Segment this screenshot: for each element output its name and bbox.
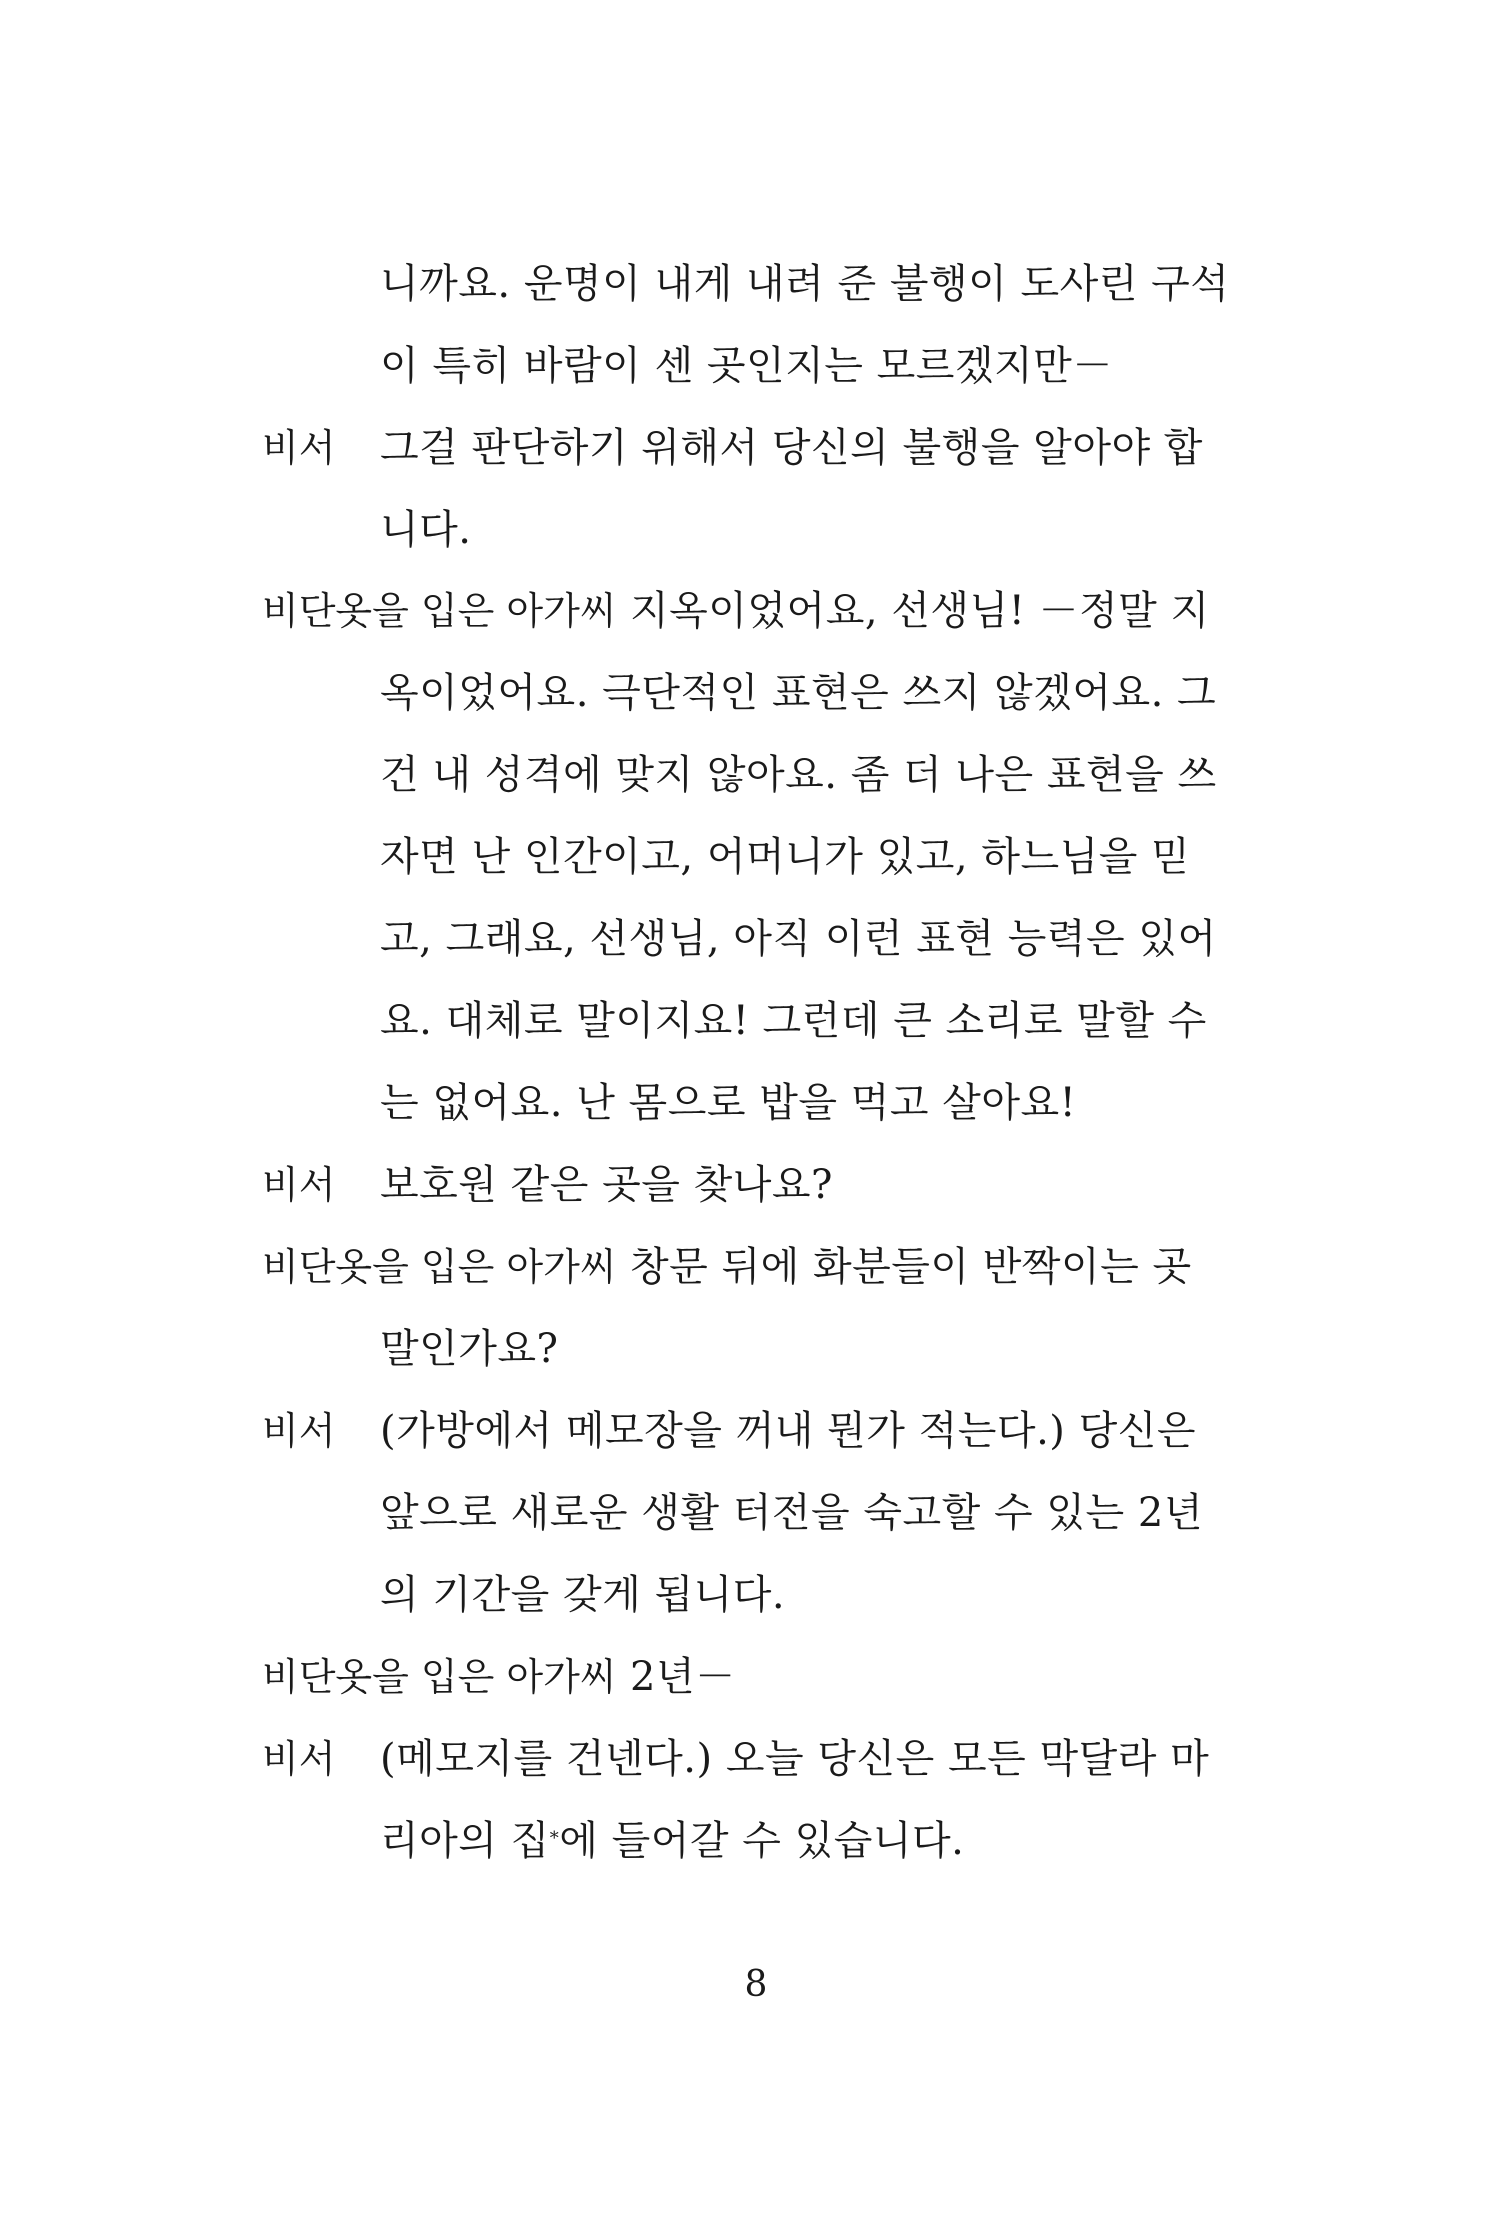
dialogue-text: 니까요. 운명이 내게 내려 준 불행이 도사린 구석 xyxy=(380,261,1230,307)
speaker-label: 비단옷을 입은 아가씨 xyxy=(262,1655,617,1699)
dialogue-text: 이 특히 바람이 센 곳인지는 모르겠지만－ xyxy=(380,343,1113,389)
page-number: 8 xyxy=(744,1964,768,2005)
speaker-label: 비서 xyxy=(262,1409,336,1453)
speaker-label: 비서 xyxy=(262,1737,336,1781)
dialogue-text: 자면 난 인간이고, 어머니가 있고, 하느님을 믿 xyxy=(380,834,1191,880)
dialogue-line xyxy=(380,1813,964,1869)
dialogue-text: 니다. xyxy=(380,507,472,553)
dialogue-text: 창문 뒤에 화분들이 반짝이는 곳 xyxy=(630,1244,1192,1290)
dialogue-line xyxy=(380,665,1216,721)
dialogue-line xyxy=(380,1321,559,1377)
dialogue-line xyxy=(380,993,1207,1049)
dialogue-line xyxy=(380,1567,785,1623)
dialogue-text: 건 내 성격에 맞지 않아요. 좀 더 나은 표현을 쓰 xyxy=(380,752,1217,798)
dialogue-line xyxy=(380,1731,1209,1787)
dialogue-text: 앞으로 새로운 생활 터전을 숙고할 수 있는 2년 xyxy=(380,1490,1203,1536)
dialogue-text: 는 없어요. 난 몸으로 밥을 먹고 살아요! xyxy=(380,1080,1077,1126)
dialogue-text: 의 기간을 갖게 됩니다. xyxy=(380,1572,786,1618)
dialogue-line xyxy=(380,747,1217,803)
dialogue-line xyxy=(630,583,1210,639)
dialogue-line xyxy=(380,502,472,558)
dialogue-line xyxy=(380,829,1190,885)
dialogue-line xyxy=(630,1239,1192,1295)
dialogue-line xyxy=(380,1403,1196,1459)
dialogue-text: 말인가요? xyxy=(380,1326,559,1372)
speaker-label: 비서 xyxy=(262,426,336,470)
dialogue-text: 고, 그래요, 선생님, 아직 이런 표현 능력은 있어 xyxy=(380,916,1217,962)
dialogue-line xyxy=(630,1649,736,1705)
dialogue-text: (메모지를 건넨다.) 오늘 당신은 모든 막달라 마 xyxy=(380,1736,1210,1782)
dialogue-text: 에 들어갈 수 있습니다. xyxy=(559,1818,965,1864)
dialogue-line xyxy=(380,911,1217,967)
footnote-mark: * xyxy=(549,1828,560,1849)
dialogue-text: 2년－ xyxy=(630,1654,736,1700)
dialogue-line xyxy=(380,420,1203,476)
speaker-label: 비단옷을 입은 아가씨 xyxy=(262,1245,617,1289)
speaker-label: 비단옷을 입은 아가씨 xyxy=(262,589,617,633)
dialogue-line xyxy=(380,1485,1203,1541)
dialogue-text: 지옥이었어요, 선생님! －정말 지 xyxy=(630,588,1210,634)
dialogue-line xyxy=(380,338,1113,394)
dialogue-line xyxy=(380,1075,1076,1131)
dialogue-line xyxy=(380,1157,833,1213)
dialogue-text: 요. 대체로 말이지요! 그런데 큰 소리로 말할 수 xyxy=(380,998,1207,1044)
dialogue-text: 리아의 집 xyxy=(380,1818,550,1864)
speaker-label: 비서 xyxy=(262,1163,336,1207)
dialogue-text: 그걸 판단하기 위해서 당신의 불행을 알아야 합 xyxy=(380,425,1203,471)
dialogue-text: 보호원 같은 곳을 찾나요? xyxy=(380,1162,833,1208)
dialogue-line xyxy=(380,256,1229,312)
dialogue-text: 옥이었어요. 극단적인 표현은 쓰지 않겠어요. 그 xyxy=(380,670,1217,716)
dialogue-text: (가방에서 메모장을 꺼내 뭔가 적는다.) 당신은 xyxy=(380,1408,1197,1454)
